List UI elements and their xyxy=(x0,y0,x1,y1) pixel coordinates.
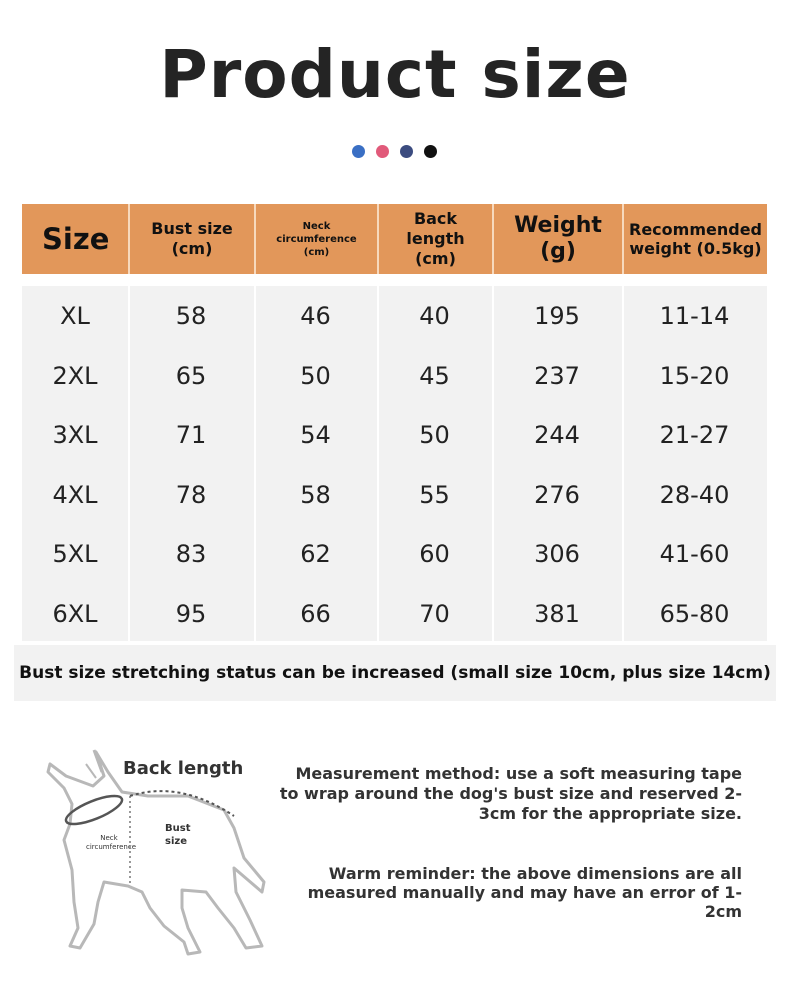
cell-back: 55 xyxy=(419,481,450,509)
cell-bust: 78 xyxy=(175,481,207,509)
bust-size-label: Bust size xyxy=(165,823,191,847)
cell-recommended: 21-27 xyxy=(659,421,730,449)
cell-weight: 195 xyxy=(534,302,580,330)
cell-back: 45 xyxy=(419,362,450,390)
cell-recommended: 11-14 xyxy=(659,302,730,330)
header-neck-circumference: Neck circumference (cm) xyxy=(256,204,379,274)
cell-weight: 381 xyxy=(534,600,580,628)
cell-neck: 46 xyxy=(300,302,331,330)
cell-neck: 62 xyxy=(300,540,331,568)
neck-circumference-label: Neck circumference xyxy=(86,834,137,851)
cell-recommended: 41-60 xyxy=(659,540,730,568)
warm-reminder-text: Warm reminder: the above dimensions are all measured manually and may have an error of 1-2cm xyxy=(307,864,742,921)
cell-neck: 58 xyxy=(300,481,331,509)
cell-size: 4XL xyxy=(52,481,98,509)
cell-bust: 58 xyxy=(175,302,207,330)
stretch-note: Bust size stretching status can be increased (small size 10cm, plus size 14cm) xyxy=(14,645,776,701)
cell-back: 40 xyxy=(419,302,450,330)
header-recommended-weight: Recommended weight (0.5kg) xyxy=(624,204,767,274)
cell-neck: 50 xyxy=(300,362,331,390)
header-weight: Weight (g) xyxy=(494,204,624,274)
color-dots xyxy=(352,145,437,158)
table-row xyxy=(22,584,767,644)
cell-back: 60 xyxy=(419,540,450,568)
cell-back: 70 xyxy=(419,600,450,628)
cell-bust: 83 xyxy=(175,540,207,568)
color-dot-pink xyxy=(376,145,389,158)
table-row xyxy=(22,286,767,346)
cell-size: 6XL xyxy=(52,600,98,628)
cell-weight: 244 xyxy=(534,421,580,449)
cell-bust: 65 xyxy=(175,362,207,390)
color-dot-navy xyxy=(400,145,413,158)
table-row xyxy=(22,405,767,465)
table-row xyxy=(22,465,767,525)
cell-recommended: 15-20 xyxy=(659,362,730,390)
page-title: Product size xyxy=(159,36,631,113)
cell-weight: 306 xyxy=(534,540,580,568)
header-back-length: Back length (cm) xyxy=(379,204,494,274)
cell-bust: 71 xyxy=(175,421,207,449)
cell-size: 2XL xyxy=(52,362,98,390)
color-dot-blue xyxy=(352,145,365,158)
back-length-label: Back length xyxy=(123,758,244,779)
cell-size: XL xyxy=(60,302,90,330)
color-dot-black xyxy=(424,145,437,158)
cell-weight: 237 xyxy=(534,362,580,390)
table-row xyxy=(22,346,767,406)
cell-neck: 54 xyxy=(300,421,331,449)
cell-recommended: 65-80 xyxy=(659,600,730,628)
measurement-method-text: Measurement method: use a soft measuring tape to wrap around the dog's bust size and reserved 2-3cm for the appropriate size. xyxy=(279,764,742,823)
cell-size: 3XL xyxy=(52,421,98,449)
size-table-body xyxy=(22,286,767,641)
cell-bust: 95 xyxy=(175,600,207,628)
cell-neck: 66 xyxy=(300,600,331,628)
cell-back: 50 xyxy=(419,421,450,449)
size-table-header xyxy=(22,204,767,274)
cell-size: 5XL xyxy=(52,540,98,568)
table-row xyxy=(22,524,767,584)
cell-weight: 276 xyxy=(534,481,580,509)
header-bust-size: Bust size (cm) xyxy=(130,204,256,274)
cell-recommended: 28-40 xyxy=(659,481,730,509)
header-size: Size xyxy=(22,204,130,274)
